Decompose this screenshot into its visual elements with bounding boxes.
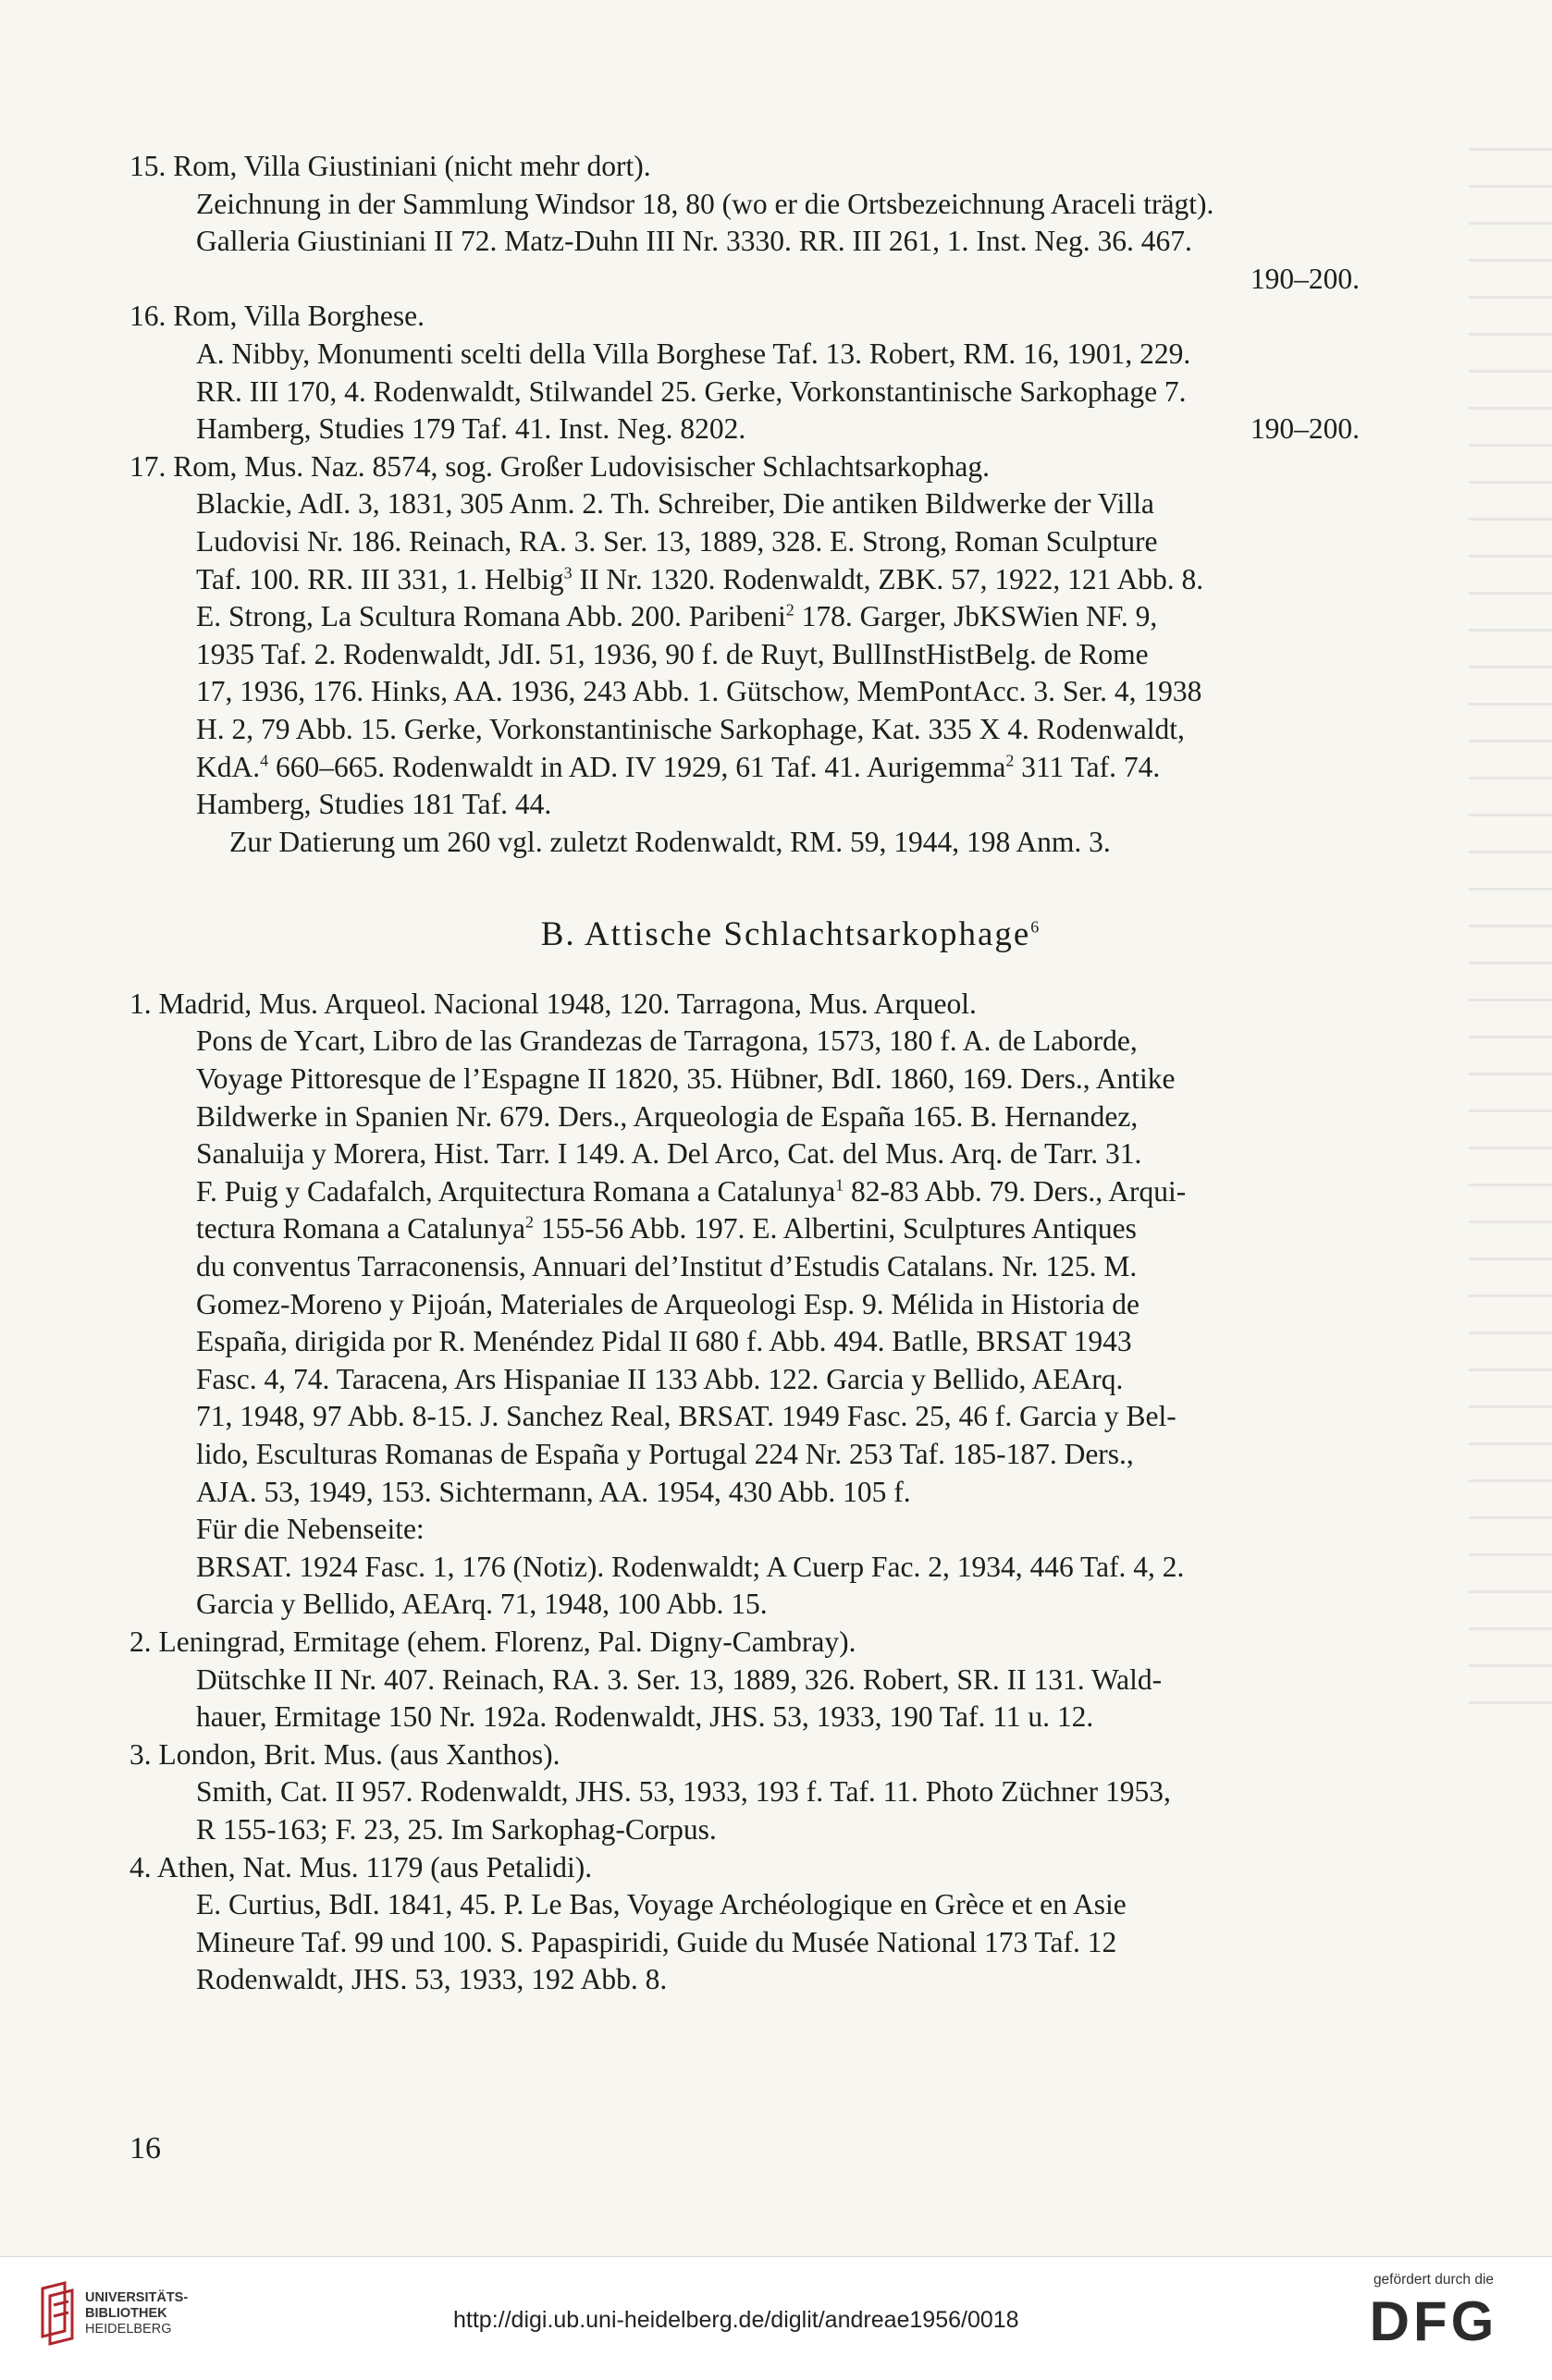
- entry-line: 1935 Taf. 2. Rodenwaldt, JdI. 51, 1936, 90 f. de Ruyt, BullInstHistBelg. de Rome: [196, 637, 1149, 670]
- entry-line: du conventus Tarraconensis, Annuari del’Institut d’Estudis Catalans. Nr. 125. M.: [196, 1250, 1138, 1283]
- footnote-superscript: 6: [1030, 917, 1041, 937]
- entry-line: H. 2, 79 Abb. 15. Gerke, Vorkonstantinische Sarkophage, Kat. 335 X 4. Rodenwaldt,: [196, 712, 1185, 745]
- dating-note: Zur Datierung um 260 vgl. zuletzt Rodenwaldt, RM. 59, 1944, 198 Anm. 3.: [229, 825, 1111, 858]
- entry-line: Zeichnung in der Sammlung Windsor 18, 80 (wo er die Ortsbezeichnung Araceli trägt).: [196, 187, 1214, 220]
- text-fragment: 82-83 Abb. 79. Ders., Arqui-: [844, 1174, 1187, 1208]
- text-fragment: tectura Romana a Catalunya: [196, 1212, 525, 1245]
- library-logo-icon: [37, 2279, 78, 2353]
- footnote-superscript: 4: [260, 751, 269, 769]
- entry-line: R 155-163; F. 23, 25. Im Sarkophag-Corpus.: [196, 1812, 717, 1846]
- entry-line: RR. III 170, 4. Rodenwaldt, Stilwandel 25. Gerke, Vorkonstantinische Sarkophage 7.: [196, 374, 1187, 408]
- entry-line: Für die Nebenseite:: [196, 1513, 425, 1546]
- text-fragment: 660–665. Rodenwaldt in AD. IV 1929, 61 Taf. 41. Aurigemma: [268, 750, 1006, 783]
- text-fragment: KdA.: [196, 750, 261, 783]
- entry-line-text: Hamberg, Studies 179 Taf. 41. Inst. Neg. 8202.: [196, 412, 746, 446]
- entry-line: Galleria Giustiniani II 72. Matz-Duhn III Nr. 3330. RR. III 261, 1. Inst. Neg. 36. 467.: [196, 225, 1192, 258]
- catalog-entry-16: [129, 298, 1452, 448]
- entry-line: AJA. 53, 1949, 153. Sichtermann, AA. 1954, 430 Abb. 105 f.: [196, 1475, 911, 1508]
- catalog-entry-b3: [129, 1736, 1452, 1849]
- entry-line: Pons de Ycart, Libro de las Grandezas de Tarragona, 1573, 180 f. A. de Laborde,: [196, 1024, 1138, 1058]
- entry-line: Voyage Pittoresque de l’Espagne II 1820, 35. Hübner, BdI. 1860, 169. Ders., Antike: [196, 1062, 1176, 1096]
- footnote-superscript: 3: [563, 563, 573, 583]
- entry-line: 17, 1936, 176. Hinks, AA. 1936, 243 Abb. 1. Gütschow, MemPontAcc. 3. Ser. 4, 1938: [196, 675, 1202, 708]
- entry-heading: 17. Rom, Mus. Naz. 8574, sog. Großer Ludovisischer Schlachtsarkophag.: [129, 449, 990, 483]
- text-fragment: E. Strong, La Scultura Romana Abb. 200. Paribeni: [196, 600, 786, 633]
- text-fragment: 311 Taf. 74.: [1014, 750, 1161, 783]
- entry-heading: 2. Leningrad, Ermitage (ehem. Florenz, Pal. Digny-Cambray).: [129, 1625, 856, 1658]
- sponsor-label: gefördert durch die: [1373, 2272, 1495, 2288]
- dfg-logo: DFG: [1369, 2290, 1498, 2352]
- entry-line: Ludovisi Nr. 186. Reinach, RA. 3. Ser. 13, 1889, 328. E. Strong, Roman Sculpture: [196, 524, 1158, 558]
- entry-line: [129, 561, 1452, 599]
- library-name-line: BIBLIOTHEK: [85, 2306, 167, 2321]
- sponsor-block: [1341, 2272, 1526, 2352]
- catalog-entry-b1: [129, 986, 1452, 1624]
- date-range: 190–200.: [1250, 412, 1360, 446]
- entry-line: [129, 598, 1452, 636]
- page-text: [129, 148, 1452, 1999]
- entry-line: E. Curtius, BdI. 1841, 45. P. Le Bas, Voyage Archéologique en Grèce et en Asie: [196, 1888, 1127, 1921]
- footnote-superscript: 2: [524, 1212, 534, 1232]
- entry-heading: 4. Athen, Nat. Mus. 1179 (aus Petalidi).: [129, 1850, 593, 1883]
- entry-line: Blackie, AdI. 3, 1831, 305 Anm. 2. Th. Schreiber, Die antiken Bildwerke der Villa: [196, 487, 1154, 521]
- text-fragment: F. Puig y Cadafalch, Arquitectura Romana a Catalunya: [196, 1174, 836, 1208]
- viewer-footer: [0, 2256, 1552, 2380]
- section-heading: [129, 916, 1452, 954]
- entry-line: A. Nibby, Monumenti scelti della Villa Borghese Taf. 13. Robert, RM. 16, 1901, 229.: [196, 337, 1191, 370]
- catalog-entry-b4: [129, 1849, 1452, 1999]
- catalog-entry-17: [129, 448, 1452, 862]
- text-fragment: II Nr. 1320. Rodenwaldt, ZBK. 57, 1922, 121 Abb. 8.: [572, 562, 1204, 595]
- entry-line: Hamberg, Studies 181 Taf. 44.: [196, 788, 552, 821]
- date-range: 190–200.: [1250, 262, 1360, 295]
- permalink-url[interactable]: http://digi.ub.uni-heidelberg.de/diglit/andreae1956/0018: [453, 2307, 1019, 2333]
- section-heading-text: B. Attische Schlachtsarkophage: [540, 915, 1031, 954]
- text-fragment: Taf. 100. RR. III 331, 1. Helbig: [196, 562, 564, 595]
- entry-heading: 16. Rom, Villa Borghese.: [129, 300, 425, 333]
- entry-line: Dütschke II Nr. 407. Reinach, RA. 3. Ser. 13, 1889, 326. Robert, SR. II 131. Wald-: [196, 1662, 1163, 1696]
- library-name-line: HEIDELBERG: [85, 2322, 172, 2337]
- library-name-line: UNIVERSITÄTS-: [85, 2290, 189, 2305]
- footnote-superscript: 2: [1005, 751, 1015, 769]
- entry-line: [129, 1210, 1452, 1248]
- entry-line: [129, 1173, 1452, 1211]
- entry-line: Mineure Taf. 99 und 100. S. Papaspiridi, Guide du Musée National 173 Taf. 12: [196, 1925, 1117, 1958]
- page-number: 16: [129, 2131, 161, 2165]
- entry-line: Fasc. 4, 74. Taracena, Ars Hispaniae II 133 Abb. 122. Garcia y Bellido, AEArq.: [196, 1362, 1124, 1395]
- entry-line: Bildwerke in Spanien Nr. 679. Ders., Arqueologia de España 165. B. Hernandez,: [196, 1099, 1139, 1133]
- entry-heading: 1. Madrid, Mus. Arqueol. Nacional 1948, 120. Tarragona, Mus. Arqueol.: [129, 987, 977, 1020]
- entry-line: [129, 749, 1452, 787]
- library-name: [85, 2290, 188, 2337]
- entry-line: Gomez-Moreno y Pijoán, Materiales de Arqueologi Esp. 9. Mélida in Historia de: [196, 1287, 1140, 1320]
- entry-line: Rodenwaldt, JHS. 53, 1933, 192 Abb. 8.: [196, 1963, 668, 1996]
- entry-line: Smith, Cat. II 957. Rodenwaldt, JHS. 53, 1933, 193 f. Taf. 11. Photo Züchner 1953,: [196, 1775, 1171, 1809]
- footnote-superscript: 1: [835, 1175, 844, 1195]
- text-fragment: 155-56 Abb. 197. E. Albertini, Sculptures Antiques: [533, 1212, 1137, 1245]
- catalog-entry-b2: [129, 1624, 1452, 1736]
- entry-heading: 15. Rom, Villa Giustiniani (nicht mehr dort).: [129, 150, 651, 182]
- catalog-entry-15: [129, 148, 1452, 298]
- entry-line: Sanaluija y Morera, Hist. Tarr. I 149. A. Del Arco, Cat. del Mus. Arq. de Tarr. 31.: [196, 1137, 1142, 1171]
- entry-line: Garcia y Bellido, AEArq. 71, 1948, 100 Abb. 15.: [196, 1588, 768, 1621]
- entry-line: [129, 411, 1452, 448]
- entry-line: hauer, Ermitage 150 Nr. 192a. Rodenwaldt, JHS. 53, 1933, 190 Taf. 11 u. 12.: [196, 1700, 1094, 1734]
- text-fragment: 178. Garger, JbKSWien NF. 9,: [794, 600, 1158, 633]
- entry-line: lido, Esculturas Romanas de España y Portugal 224 Nr. 253 Taf. 185-187. Ders.,: [196, 1438, 1134, 1470]
- show-through-text: [1469, 148, 1552, 1720]
- entry-line: 71, 1948, 97 Abb. 8-15. J. Sanchez Real, BRSAT. 1949 Fasc. 25, 46 f. Garcia y Bel-: [196, 1400, 1176, 1433]
- entry-heading: 3. London, Brit. Mus. (aus Xanthos).: [129, 1737, 560, 1771]
- entry-line: España, dirigida por R. Menéndez Pidal II 680 f. Abb. 494. Batlle, BRSAT 1943: [196, 1325, 1132, 1358]
- footnote-superscript: 2: [785, 600, 794, 620]
- entry-line: BRSAT. 1924 Fasc. 1, 176 (Notiz). Rodenwaldt; A Cuerp Fac. 2, 1934, 446 Taf. 4, 2.: [196, 1550, 1185, 1583]
